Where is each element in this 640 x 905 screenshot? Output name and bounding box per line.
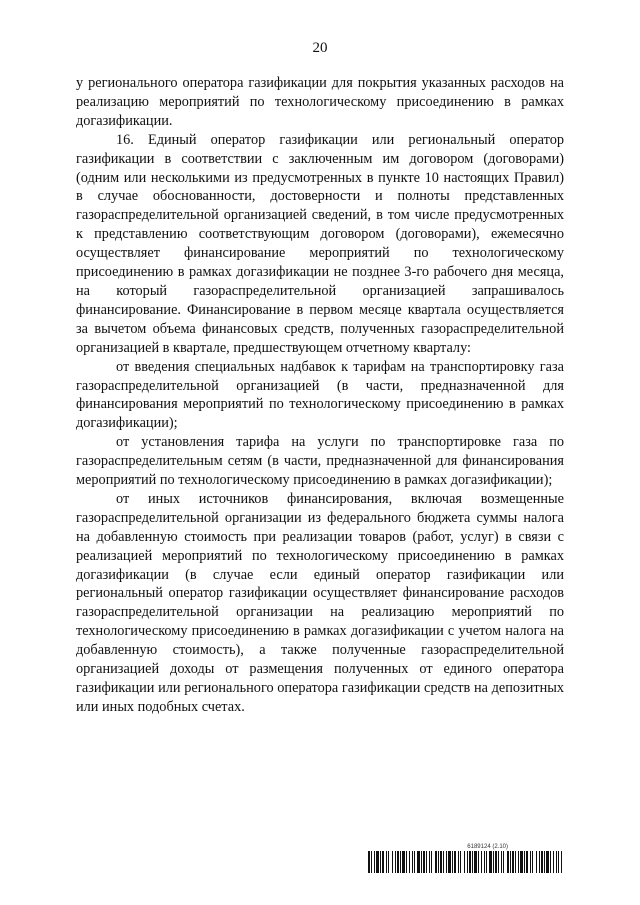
paragraph: 16. Единый оператор газификации или региональный оператор газификации в соответствии с заключенным им договором (договорами) (одним или несколькими из предусмотренных в пункте 10 настоящих Правил) в случае обоснованности, достоверности и полноты представленных газораспределительной организацией сведений, в том числе предусмотренных к представлению соответствующим договором (договорами), ежемесячно осуществляет финансирование мероприятий по технологическому присоединению в рамках догазификации не позднее 3-го рабочего дня месяца, на который газораспределительной организацией запрашивалось финансирование. Финансирование в первом месяце квартала осуществляется за вычетом объема финансовых средств, полученных газораспределительной организацией в квартале, предшествующем отчетному кварталу:	[76, 131, 564, 356]
paragraph: у регионального оператора газификации для покрытия указанных расходов на реализацию мероприятий по технологическому присоединению в рамках догазификации.	[76, 75, 564, 129]
paragraph: от иных источников финансирования, включая возмещенные газораспределительной организации из федерального бюджета суммы налога на добавленную стоимость при реализации товаров (работ, услуг) в связи с реализацией мероприятий по технологическому присоединению в рамках догазификации (в случае если единый оператор газификации или региональный оператор газификации осуществляет финансирование расходов газораспределительной организации на реализацию мероприятий по технологическому присоединению в рамках догазификации с учетом налога на добавленную стоимость), а также полученные газораспределительной организацией доходы от размещения полученных от единого оператора газификации или регионального оператора газификации средств на депозитных или иных подобных счетах.	[76, 490, 564, 715]
page-number: 20	[312, 40, 328, 56]
barcode-icon	[368, 851, 562, 873]
barcode-block	[368, 844, 562, 873]
paragraph: от введения специальных надбавок к тарифам на транспортировку газа газораспределительной организацией (в части, предназначенной для финансирования мероприятий по технологическому присоединению в рамках догазификации);	[76, 358, 564, 432]
paragraph: от установления тарифа на услуги по транспортировке газа по газораспределительным сетям (в части, предназначенной для финансирования мероприятий по технологическому присоединению в рамках догазификации);	[76, 434, 564, 489]
barcode-code: 6189124 (2.10)	[467, 844, 508, 850]
body-text	[76, 74, 564, 717]
